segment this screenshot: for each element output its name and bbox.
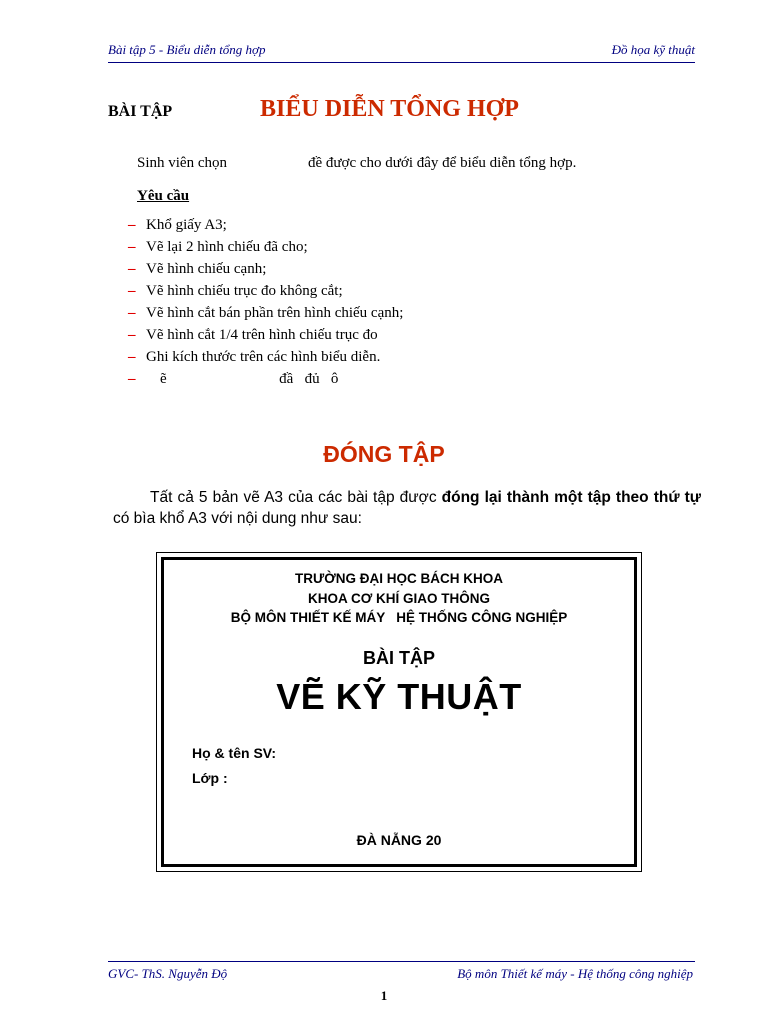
binding-text-bold: đóng lại thành một tập theo thứ tự — [441, 489, 701, 506]
list-item — [128, 280, 403, 302]
intro-left: Sinh viên chọn — [137, 155, 227, 171]
list-item — [128, 346, 403, 368]
cover-city-year: ĐÀ NẴNG 20 — [356, 832, 442, 848]
list-item — [128, 236, 403, 258]
requirement-text: ẽ đầ đủ ô — [160, 371, 339, 387]
bullet-dash: – — [128, 305, 136, 321]
cover-exercise-label: BÀI TẬP — [363, 648, 435, 668]
cover-frame — [156, 552, 642, 872]
header-rule — [108, 62, 695, 63]
binding-text-2: có bìa khổ A3 với nội dung như sau: — [113, 510, 362, 527]
requirements-list — [128, 214, 403, 390]
requirement-text: Khổ giấy A3; — [146, 217, 227, 233]
requirement-text: Ghi kích thước trên các hình biểu diễn. — [146, 349, 381, 365]
footer-left-text: GVC- ThS. Nguyễn Độ — [108, 966, 228, 981]
cover-name-label: Họ & tên SV: — [192, 745, 277, 761]
exercise-label: BÀI TẬP — [108, 103, 173, 120]
bullet-dash: – — [128, 239, 136, 255]
requirement-text: Vẽ hình cắt 1/4 trên hình chiếu trục đo — [146, 327, 378, 343]
footer-rule — [108, 961, 695, 962]
cover-department: BỘ MÔN THIẾT KẾ MÁY HỆ THỐNG CÔNG NGHIỆP — [230, 610, 568, 625]
binding-paragraph — [113, 487, 701, 529]
page-number: 1 — [380, 988, 388, 1003]
bullet-dash: – — [128, 371, 136, 387]
cover-inner-frame — [161, 557, 637, 867]
list-item — [128, 214, 403, 236]
list-item — [128, 324, 403, 346]
cover-class-label: Lớp : — [192, 770, 228, 786]
intro-right: đề được cho dưới đây để biểu diễn tổng hợp. — [308, 155, 577, 171]
requirement-text: Vẽ hình chiếu cạnh; — [146, 261, 267, 277]
requirement-text: Vẽ hình chiếu trục đo không cắt; — [146, 283, 343, 299]
header-right-text: Đồ họa kỹ thuật — [611, 42, 695, 57]
cover-faculty: KHOA CƠ KHÍ GIAO THÔNG — [307, 591, 490, 606]
requirement-text: Vẽ hình cắt bán phần trên hình chiếu cạnh; — [146, 305, 404, 321]
bullet-dash: – — [128, 349, 136, 365]
bullet-dash: – — [128, 261, 136, 277]
bullet-dash: – — [128, 327, 136, 343]
cover-subject: VẼ KỸ THUẬT — [276, 676, 522, 717]
binding-title: ĐÓNG TẬP — [323, 441, 445, 467]
requirement-text: Vẽ lại 2 hình chiếu đã cho; — [146, 239, 308, 255]
requirements-title: Yêu cầu — [137, 188, 190, 204]
exercise-title: BIỂU DIỄN TỔNG HỢP — [260, 96, 519, 122]
bullet-dash: – — [128, 283, 136, 299]
list-item — [128, 368, 403, 390]
cover-school: TRƯỜNG ĐẠI HỌC BÁCH KHOA — [295, 571, 503, 586]
footer-right-text: Bộ môn Thiết kế máy - Hệ thống công nghiệp — [457, 966, 693, 981]
list-item — [128, 302, 403, 324]
header-left-text: Bài tập 5 - Biểu diễn tổng hợp — [108, 42, 266, 57]
binding-text-1: Tất cả 5 bản vẽ A3 của các bài tập được — [150, 489, 442, 506]
list-item — [128, 258, 403, 280]
bullet-dash: – — [128, 217, 136, 233]
